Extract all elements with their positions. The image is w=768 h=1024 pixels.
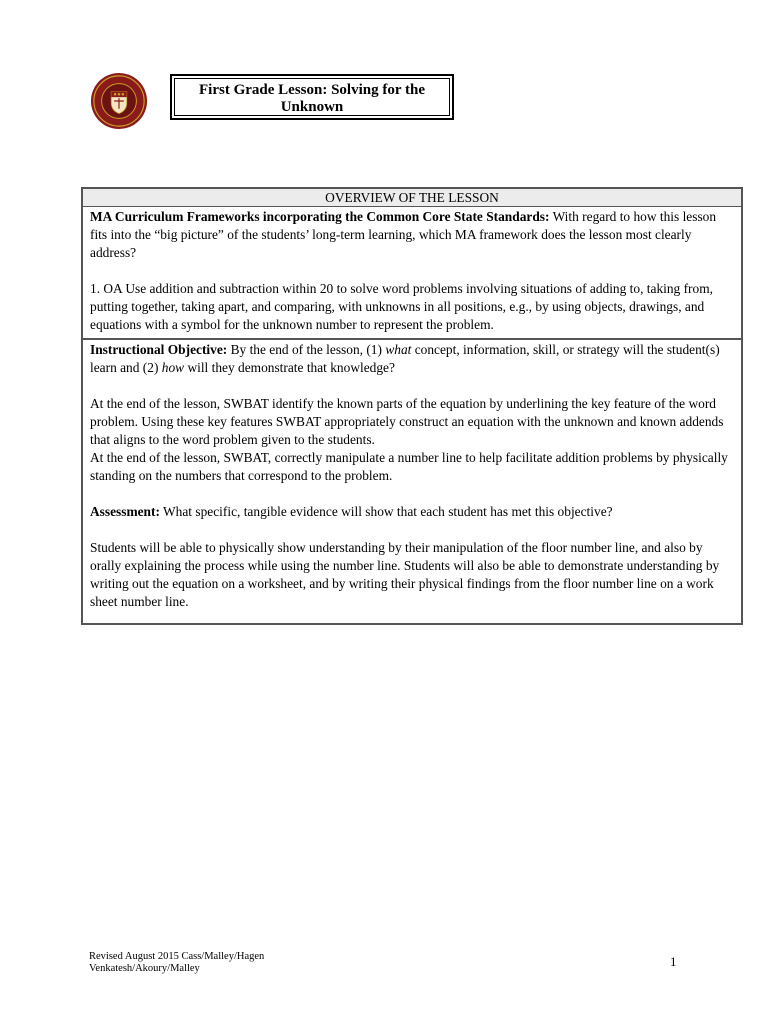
- assessment-question: [90, 503, 735, 521]
- frameworks-answer: 1. OA Use addition and subtraction within 20 to solve word problems involving situations of adding to, taking from, putting together, taking apart, and comparing, with unknowns in all positions, e.g., by using objects, drawings, and equations with a symbol for the unknown number to represent the problem.: [90, 281, 713, 332]
- objective-q-part1: By the end of the lesson, (1): [227, 342, 386, 357]
- objective-answer-2: At the end of the lesson, SWBAT, correctly manipulate a number line to help facilitate addition problems by physically standing on the numbers that correspond to the problem.: [90, 450, 728, 483]
- overview-heading: OVERVIEW OF THE LESSON: [83, 189, 741, 207]
- page-number: 1: [670, 954, 677, 969]
- objective-answer-1: At the end of the lesson, SWBAT identify the known parts of the equation by underlining the key feature of the word problem. Using these key features SWBAT appropriately construct an equation with the unknown and known addends that aligns to the word problem given to the students.: [90, 396, 724, 447]
- overview-table: [81, 187, 743, 625]
- objective-section: [83, 338, 741, 623]
- college-seal-logo: [90, 72, 148, 130]
- objective-q-how: how: [161, 360, 185, 375]
- objective-label: Instructional Objective:: [90, 342, 228, 357]
- frameworks-question-text: With regard to how this lesson fits into the “big picture” of the students’ long-term learning, which MA framework does the lesson most clearly address?: [90, 209, 717, 260]
- assessment-question-text: What specific, tangible evidence will show that each student has met this objective?: [159, 504, 613, 519]
- objective-question: [90, 341, 735, 377]
- frameworks-question: [90, 208, 735, 262]
- frameworks-label: MA Curriculum Frameworks incorporating the Common Core State Standards:: [90, 209, 550, 224]
- footer-line-1: Revised August 2015 Cass/Malley/Hagen: [89, 951, 265, 962]
- assessment-label: Assessment:: [90, 504, 160, 519]
- objective-q-part3: will they demonstrate that knowledge?: [184, 360, 395, 375]
- lesson-title: [174, 78, 450, 116]
- assessment-answer: Students will be able to physically show understanding by their manipulation of the floor number line, and also by orally explaining the process while using the number line. Students will also be able to demonstrate understanding by writing out the equation on a worksheet, and by writing their physical findings from the floor number line on a work sheet number line.: [90, 540, 720, 609]
- objective-q-what: what: [385, 342, 412, 357]
- footer-line-2: Venkatesh/Akoury/Malley: [89, 963, 200, 974]
- objective-q-part2: concept, information, skill, or strategy will the student(s) learn and (2): [90, 342, 720, 375]
- lesson-title-line-2: Unknown: [280, 99, 344, 115]
- frameworks-section: [83, 207, 741, 338]
- lesson-title-line-1: First Grade Lesson: Solving for the: [199, 82, 425, 98]
- footer-credits: [89, 951, 264, 975]
- lesson-title-box: [170, 74, 454, 120]
